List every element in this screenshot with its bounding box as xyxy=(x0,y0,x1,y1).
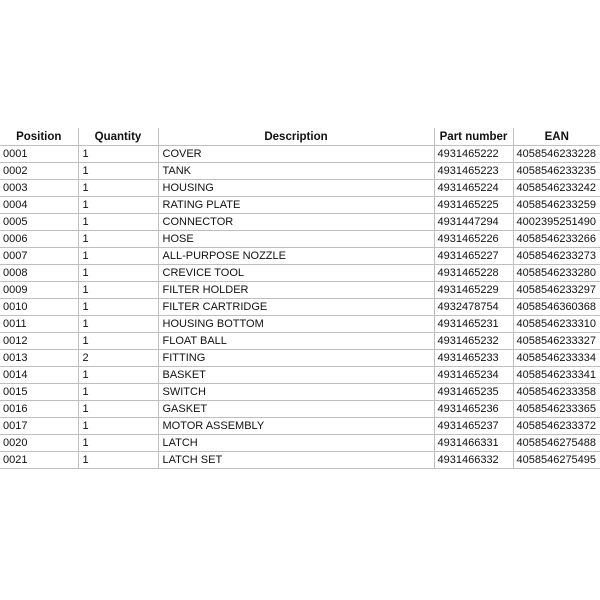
table-body xyxy=(0,146,600,469)
cell-part-number: 4931465228 xyxy=(434,265,513,282)
cell-part-number: 4931466332 xyxy=(434,452,513,469)
table-row xyxy=(0,401,600,418)
table-row xyxy=(0,180,600,197)
cell-part-number: 4931465232 xyxy=(434,333,513,350)
cell-part-number: 4931465235 xyxy=(434,384,513,401)
cell-position: 0003 xyxy=(0,180,78,197)
table-row xyxy=(0,316,600,333)
cell-ean: 4058546275495 xyxy=(513,452,600,469)
cell-quantity: 2 xyxy=(78,350,158,367)
cell-quantity: 1 xyxy=(78,316,158,333)
cell-part-number: 4931465225 xyxy=(434,197,513,214)
cell-position: 0009 xyxy=(0,282,78,299)
table-row xyxy=(0,282,600,299)
header-part-number: Part number xyxy=(434,128,513,146)
cell-position: 0014 xyxy=(0,367,78,384)
cell-description: FLOAT BALL xyxy=(158,333,434,350)
cell-description: FILTER CARTRIDGE xyxy=(158,299,434,316)
cell-quantity: 1 xyxy=(78,265,158,282)
table-row xyxy=(0,367,600,384)
cell-description: FILTER HOLDER xyxy=(158,282,434,299)
cell-description: GASKET xyxy=(158,401,434,418)
cell-quantity: 1 xyxy=(78,367,158,384)
cell-part-number: 4931465234 xyxy=(434,367,513,384)
cell-quantity: 1 xyxy=(78,299,158,316)
cell-part-number: 4931465223 xyxy=(434,163,513,180)
table-row xyxy=(0,299,600,316)
cell-position: 0001 xyxy=(0,146,78,163)
cell-ean: 4058546233273 xyxy=(513,248,600,265)
cell-description: CREVICE TOOL xyxy=(158,265,434,282)
cell-part-number: 4931466331 xyxy=(434,435,513,452)
cell-position: 0004 xyxy=(0,197,78,214)
cell-part-number: 4931465224 xyxy=(434,180,513,197)
cell-description: FITTING xyxy=(158,350,434,367)
cell-ean: 4058546233334 xyxy=(513,350,600,367)
cell-quantity: 1 xyxy=(78,180,158,197)
table-row xyxy=(0,333,600,350)
cell-quantity: 1 xyxy=(78,146,158,163)
table-row xyxy=(0,265,600,282)
cell-ean: 4058546275488 xyxy=(513,435,600,452)
cell-description: HOUSING xyxy=(158,180,434,197)
cell-position: 0008 xyxy=(0,265,78,282)
cell-description: TANK xyxy=(158,163,434,180)
parts-table xyxy=(0,128,600,469)
header-quantity: Quantity xyxy=(78,128,158,146)
cell-quantity: 1 xyxy=(78,418,158,435)
cell-ean: 4058546233259 xyxy=(513,197,600,214)
cell-position: 0013 xyxy=(0,350,78,367)
cell-quantity: 1 xyxy=(78,452,158,469)
cell-part-number: 4931465233 xyxy=(434,350,513,367)
cell-position: 0015 xyxy=(0,384,78,401)
cell-description: LATCH SET xyxy=(158,452,434,469)
cell-quantity: 1 xyxy=(78,197,158,214)
cell-description: COVER xyxy=(158,146,434,163)
cell-position: 0010 xyxy=(0,299,78,316)
cell-part-number: 4931465226 xyxy=(434,231,513,248)
cell-ean: 4058546233365 xyxy=(513,401,600,418)
cell-part-number: 4931465231 xyxy=(434,316,513,333)
cell-position: 0012 xyxy=(0,333,78,350)
table-row xyxy=(0,163,600,180)
cell-position: 0006 xyxy=(0,231,78,248)
cell-position: 0021 xyxy=(0,452,78,469)
cell-position: 0017 xyxy=(0,418,78,435)
cell-part-number: 4932478754 xyxy=(434,299,513,316)
cell-ean: 4058546233242 xyxy=(513,180,600,197)
cell-part-number: 4931465227 xyxy=(434,248,513,265)
cell-position: 0005 xyxy=(0,214,78,231)
cell-quantity: 1 xyxy=(78,333,158,350)
header-ean: EAN xyxy=(513,128,600,146)
table-row xyxy=(0,452,600,469)
table-row xyxy=(0,231,600,248)
cell-ean: 4058546233235 xyxy=(513,163,600,180)
table-row xyxy=(0,435,600,452)
cell-ean: 4058546233327 xyxy=(513,333,600,350)
cell-quantity: 1 xyxy=(78,163,158,180)
cell-position: 0011 xyxy=(0,316,78,333)
table-row xyxy=(0,146,600,163)
cell-ean: 4058546233341 xyxy=(513,367,600,384)
table-header xyxy=(0,128,600,146)
cell-description: SWITCH xyxy=(158,384,434,401)
cell-description: BASKET xyxy=(158,367,434,384)
cell-ean: 4058546233310 xyxy=(513,316,600,333)
cell-quantity: 1 xyxy=(78,282,158,299)
cell-ean: 4058546233297 xyxy=(513,282,600,299)
cell-description: HOSE xyxy=(158,231,434,248)
header-row xyxy=(0,128,600,146)
cell-ean: 4058546233266 xyxy=(513,231,600,248)
header-description: Description xyxy=(158,128,434,146)
cell-description: LATCH xyxy=(158,435,434,452)
cell-ean: 4058546360368 xyxy=(513,299,600,316)
cell-description: ALL-PURPOSE NOZZLE xyxy=(158,248,434,265)
cell-quantity: 1 xyxy=(78,435,158,452)
cell-ean: 4058546233228 xyxy=(513,146,600,163)
cell-quantity: 1 xyxy=(78,384,158,401)
cell-quantity: 1 xyxy=(78,401,158,418)
cell-part-number: 4931465229 xyxy=(434,282,513,299)
cell-quantity: 1 xyxy=(78,214,158,231)
table-row xyxy=(0,248,600,265)
table-row xyxy=(0,418,600,435)
cell-description: HOUSING BOTTOM xyxy=(158,316,434,333)
table-row xyxy=(0,197,600,214)
header-position: Position xyxy=(0,128,78,146)
cell-part-number: 4931465222 xyxy=(434,146,513,163)
cell-position: 0016 xyxy=(0,401,78,418)
cell-ean: 4058546233358 xyxy=(513,384,600,401)
cell-position: 0007 xyxy=(0,248,78,265)
cell-quantity: 1 xyxy=(78,248,158,265)
cell-part-number: 4931447294 xyxy=(434,214,513,231)
parts-table-container xyxy=(0,128,600,469)
cell-description: MOTOR ASSEMBLY xyxy=(158,418,434,435)
cell-quantity: 1 xyxy=(78,231,158,248)
cell-part-number: 4931465236 xyxy=(434,401,513,418)
cell-position: 0020 xyxy=(0,435,78,452)
cell-description: RATING PLATE xyxy=(158,197,434,214)
table-row xyxy=(0,350,600,367)
cell-ean: 4058546233280 xyxy=(513,265,600,282)
cell-part-number: 4931465237 xyxy=(434,418,513,435)
cell-ean: 4002395251490 xyxy=(513,214,600,231)
table-row xyxy=(0,384,600,401)
table-row xyxy=(0,214,600,231)
cell-position: 0002 xyxy=(0,163,78,180)
cell-description: CONNECTOR xyxy=(158,214,434,231)
cell-ean: 4058546233372 xyxy=(513,418,600,435)
